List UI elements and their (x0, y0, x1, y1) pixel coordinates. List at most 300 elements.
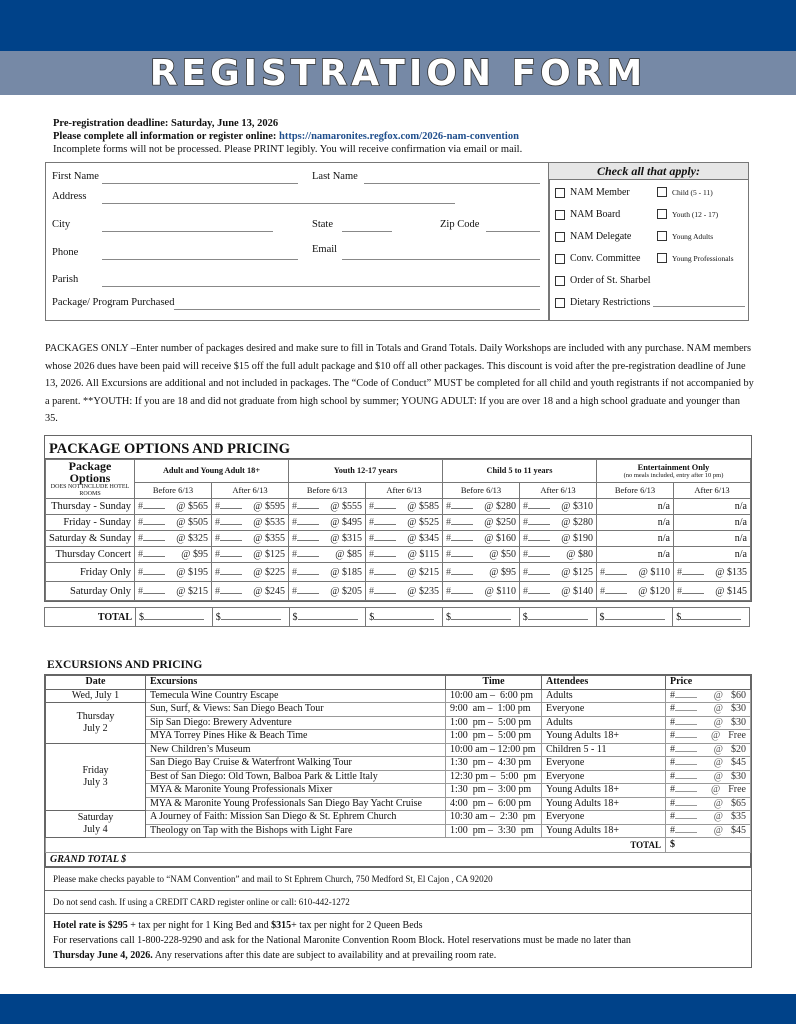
hotel-info: Hotel rate is $295 + tax per night for 1 King Bed and $315+ tax per night for 2 Queen Beds For reservations call 1-800-228-9290 and ask for the National Maronite Convention Room Block. Hotel reservations must be made no later than Thursday June 4, 2026. Any reservations after this date are subject to availability and at prevailing room rate. (45, 913, 751, 967)
complete-text: Please complete all information or register online: (53, 131, 279, 142)
package-name: Saturday Only (46, 582, 135, 601)
checkbox-young-professionals[interactable]: Young Professionals (657, 253, 734, 263)
excursions-table (44, 674, 752, 968)
unit-price: @ $120 (638, 585, 670, 597)
checkbox-section (548, 162, 749, 321)
grand-total-row (46, 853, 751, 867)
unit-price: @ $355 (253, 533, 285, 544)
price-cell[interactable] (135, 547, 212, 563)
unit-price: @ $50 (489, 549, 516, 560)
quantity-field[interactable]: # (446, 586, 473, 597)
unit-price: @ $310 (561, 501, 593, 512)
price-cell[interactable] (135, 515, 212, 531)
price-cell: n/a (674, 499, 751, 515)
address-field[interactable] (102, 203, 455, 204)
package-row (46, 582, 751, 601)
package-row (46, 515, 751, 531)
excursion-price[interactable]: # @ $30 (666, 716, 751, 730)
quantity-field[interactable]: # (292, 567, 319, 578)
unit-price: @ $235 (407, 585, 439, 597)
group-header: Entertainment Only (no meals included, entry after 10 pm) (597, 460, 751, 483)
price-cell[interactable] (443, 499, 520, 515)
unit-price: @ $245 (253, 585, 285, 597)
excursion-row (46, 797, 751, 811)
quantity-field[interactable]: # (677, 567, 704, 578)
before-header: Before 6/13 (135, 482, 212, 498)
unit-price: @ $110 (484, 585, 516, 597)
unit-price: @ $135 (715, 566, 747, 578)
group-header: Child 5 to 11 years (443, 460, 597, 483)
checkbox-icon (657, 253, 667, 263)
excursion-name: Temecula Wine Country Escape (146, 689, 446, 703)
price-cell[interactable] (289, 515, 366, 531)
total-field[interactable]: $ (596, 608, 673, 627)
first-name-label: First Name (52, 171, 99, 182)
quantity-field[interactable]: # (523, 567, 550, 578)
excursion-total-label: TOTAL (46, 838, 666, 853)
excursion-price[interactable]: # @ $30 (666, 770, 751, 784)
package-name: Thursday - Sunday (46, 499, 135, 515)
date-header: Date (46, 676, 146, 690)
checkbox-young-adults[interactable]: Young Adults (657, 231, 713, 241)
quantity-field[interactable]: # (215, 533, 242, 544)
unit-price: @ $85 (335, 549, 362, 560)
excursion-time: 1:00 pm – 5:00 pm (446, 730, 542, 744)
price-cell[interactable] (443, 563, 520, 582)
unit-price: @ $195 (176, 566, 208, 578)
checkbox-order-st-sharbel[interactable]: Order of St. Sharbel (555, 275, 651, 286)
excursion-price[interactable]: # @ $30 (666, 703, 751, 717)
price-cell[interactable] (674, 563, 751, 582)
excursion-price[interactable]: # @ $35 (666, 811, 751, 825)
checkbox-icon (657, 209, 667, 219)
total-field[interactable]: $ (673, 608, 750, 627)
before-header: Before 6/13 (289, 482, 366, 498)
excursion-time: 9:00 am – 1:00 pm (446, 703, 542, 717)
quantity-field[interactable]: # (446, 517, 473, 528)
excursion-row (46, 730, 751, 744)
quantity-field[interactable]: # (215, 501, 242, 512)
quantity-field[interactable]: # (369, 501, 396, 512)
quantity-field[interactable]: # (670, 825, 697, 837)
price-cell[interactable] (366, 531, 443, 547)
excursion-name: MYA & Maronite Young Professionals Mixer (146, 784, 446, 798)
package-name: Thursday Concert (46, 547, 135, 563)
price-cell[interactable] (366, 515, 443, 531)
quantity-field[interactable]: # (446, 501, 473, 512)
excursion-time: 10:30 am – 2:30 pm (446, 811, 542, 825)
unit-price: @ $315 (330, 533, 362, 544)
checkbox-child[interactable]: Child (5 - 11) (657, 187, 713, 197)
total-label: TOTAL (45, 608, 136, 627)
quantity-field[interactable]: # (600, 586, 627, 597)
price-cell[interactable] (289, 563, 366, 582)
quantity-field[interactable]: # (523, 549, 550, 560)
excursion-date: Wed, July 1 (46, 689, 146, 703)
quantity-field[interactable]: # (523, 533, 550, 544)
price-cell[interactable] (289, 499, 366, 515)
price-cell: n/a (674, 531, 751, 547)
city-field[interactable] (102, 231, 273, 232)
city-label: City (52, 219, 71, 230)
checkbox-icon (555, 210, 565, 220)
unit-price: @ $215 (407, 566, 439, 578)
quantity-field[interactable]: # (670, 771, 697, 783)
excursion-row (46, 757, 751, 771)
price-cell[interactable] (597, 582, 674, 601)
zip-label: Zip Code (440, 219, 480, 230)
phone-label: Phone (52, 247, 79, 258)
excursion-row (46, 689, 751, 703)
package-options-header: Package Options DOES NOT INCLUDE HOTEL ROOMS (46, 460, 135, 499)
excursion-name: A Journey of Faith: Mission San Diego & St. Ephrem Church (146, 811, 446, 825)
price-cell[interactable] (520, 531, 597, 547)
zip-field[interactable] (486, 231, 540, 232)
excursion-attendees: Children 5 - 11 (542, 743, 666, 757)
excursion-total-row (46, 838, 751, 853)
deadline-text: Pre-registration deadline: Saturday, June 13, 2026 (53, 118, 279, 129)
package-row (46, 499, 751, 515)
unit-price: $45 (731, 757, 746, 769)
price-cell[interactable] (212, 515, 289, 531)
excursion-name: San Diego Bay Cruise & Waterfront Walking Tour (146, 757, 446, 771)
price-cell[interactable] (135, 531, 212, 547)
total-field[interactable]: $ (519, 608, 596, 627)
unit-price: Free (728, 784, 746, 796)
price-cell[interactable] (520, 582, 597, 601)
excursion-attendees: Young Adults 18+ (542, 797, 666, 811)
unit-price: @ $160 (484, 533, 516, 544)
package-total-row (44, 607, 750, 627)
attendees-header: Attendees (542, 676, 666, 690)
quantity-field[interactable]: # (292, 501, 319, 512)
unit-price: $30 (731, 703, 746, 715)
excursion-time: 10:00 am – 12:00 pm (446, 743, 542, 757)
price-cell[interactable] (289, 531, 366, 547)
package-field[interactable] (174, 309, 540, 310)
package-name: Friday Only (46, 563, 135, 582)
price-cell[interactable] (135, 499, 212, 515)
price-cell: n/a (597, 547, 674, 563)
unit-price: @ $495 (330, 517, 362, 528)
quantity-field[interactable]: # (446, 567, 473, 578)
dietary-field[interactable] (653, 306, 745, 307)
excursion-time: 12:30 pm – 5:00 pm (446, 770, 542, 784)
price-cell: n/a (597, 531, 674, 547)
checkbox-youth[interactable]: Youth (12 - 17) (657, 209, 718, 219)
checkbox-nam-delegate[interactable]: NAM Delegate (555, 231, 631, 242)
state-label: State (312, 219, 333, 230)
price-cell[interactable] (289, 582, 366, 601)
excursion-attendees: Everyone (542, 770, 666, 784)
footer-band (0, 994, 796, 1024)
unit-price: @ $565 (176, 501, 208, 512)
unit-price: @ $555 (330, 501, 362, 512)
excursion-date: Thursday July 2 (46, 703, 146, 744)
excursion-price[interactable]: # @ $60 (666, 689, 751, 703)
excursion-row (46, 824, 751, 838)
unit-price: @ $95 (489, 566, 516, 578)
unit-price: @ $80 (566, 549, 593, 560)
excursion-name: New Children’s Museum (146, 743, 446, 757)
email-label: Email (312, 244, 338, 255)
total-field[interactable]: $ (443, 608, 520, 627)
quantity-field[interactable]: # (138, 549, 165, 560)
unit-price: @ $115 (407, 549, 439, 560)
last-name-label: Last Name (312, 171, 358, 182)
price-cell[interactable] (212, 563, 289, 582)
price-cell[interactable] (520, 547, 597, 563)
price-cell[interactable] (212, 582, 289, 601)
quantity-field[interactable]: # (369, 533, 396, 544)
last-name-field[interactable] (364, 183, 540, 184)
excursion-name: Sun, Surf, & Views: San Diego Beach Tour (146, 703, 446, 717)
after-header: After 6/13 (212, 482, 289, 498)
total-field[interactable]: $ (136, 608, 213, 627)
group-header: Adult and Young Adult 18+ (135, 460, 289, 483)
price-cell: n/a (597, 499, 674, 515)
unit-price: @ $110 (638, 566, 670, 578)
quantity-field[interactable]: # (292, 586, 319, 597)
unit-price: @ $125 (253, 549, 285, 560)
excursion-attendees: Adults (542, 689, 666, 703)
price-cell[interactable] (366, 582, 443, 601)
excursion-attendees: Young Adults 18+ (542, 824, 666, 838)
package-row (46, 563, 751, 582)
price-cell[interactable] (443, 515, 520, 531)
packages-note: PACKAGES ONLY –Enter number of packages desired and make sure to fill in Totals and Grand Totals. Daily Workshops are included with any purchase. NAM members whose 2026 dues have been paid will receive $15 off the full adult package and $10 off all other packages. This discount is void after the pre-registration deadline of June 13, 2026. All Excursions are additional and not included in packages. The “Code of Conduct” MUST be completed for all child and youth registrants if not accompanied by a parent. **YOUTH: If you are 18 and did not graduate from high school by summer; YOUNG ADULT: If you are over 18 and a high school graduate and younger than 35. (45, 343, 754, 424)
notice-text: Incomplete forms will not be processed. Please PRINT legibly. You will receive confirmation via email or mail. (53, 144, 523, 155)
group-header: Youth 12-17 years (289, 460, 443, 483)
unit-price: Free (728, 730, 746, 742)
total-field[interactable]: $ (289, 608, 366, 627)
price-cell[interactable] (443, 531, 520, 547)
checkbox-icon (657, 187, 667, 197)
unit-price: @ $280 (561, 517, 593, 528)
price-cell[interactable] (135, 563, 212, 582)
quantity-field[interactable]: # (215, 567, 242, 578)
address-label: Address (52, 191, 87, 202)
unit-price: @ $505 (176, 517, 208, 528)
quantity-field[interactable]: # (215, 549, 242, 560)
quantity-field[interactable]: # (523, 586, 550, 597)
excursion-price[interactable]: # @ $45 (666, 757, 751, 771)
price-cell: n/a (674, 515, 751, 531)
before-header: Before 6/13 (443, 482, 520, 498)
excursion-price[interactable]: # @ Free (666, 730, 751, 744)
unit-price: @ $185 (330, 566, 362, 578)
excursion-attendees: Young Adults 18+ (542, 784, 666, 798)
time-header: Time (446, 676, 542, 690)
phone-field[interactable] (102, 259, 298, 260)
intro (53, 117, 522, 156)
price-cell[interactable] (289, 547, 366, 563)
unit-price: @ $595 (253, 501, 285, 512)
unit-price: $45 (731, 824, 746, 836)
excursion-total-field[interactable]: $ (666, 838, 751, 853)
excursion-row (46, 703, 751, 717)
excursion-price[interactable]: # @ $20 (666, 743, 751, 757)
quantity-field[interactable]: # (138, 533, 165, 544)
excursion-time: 1:00 pm – 3:30 pm (446, 824, 542, 838)
first-name-field[interactable] (102, 183, 298, 184)
quantity-field[interactable]: # (292, 549, 319, 560)
unit-price: @ $345 (407, 533, 439, 544)
total-field[interactable]: $ (366, 608, 443, 627)
after-header: After 6/13 (520, 482, 597, 498)
unit-price: $35 (731, 811, 746, 823)
price-cell[interactable] (135, 582, 212, 601)
checkbox-icon (657, 231, 667, 241)
price-cell[interactable] (520, 515, 597, 531)
after-header: After 6/13 (366, 482, 443, 498)
checkbox-dietary[interactable]: Dietary Restrictions (555, 297, 745, 308)
quantity-field[interactable]: # (523, 501, 550, 512)
excursion-price[interactable]: # @ Free (666, 784, 751, 798)
quantity-field[interactable]: # (677, 586, 704, 597)
quantity-field[interactable]: # (369, 517, 396, 528)
excursion-attendees: Adults (542, 716, 666, 730)
quantity-field[interactable]: # (215, 517, 242, 528)
unit-price: @ $95 (181, 549, 208, 560)
checks-payable-note: Please make checks payable to “NAM Convention” and mail to St Ephrem Church, 750 Medford St, El Cajon , CA 92020 (45, 867, 751, 890)
quantity-field[interactable]: # (670, 757, 697, 769)
package-name: Friday - Sunday (46, 515, 135, 531)
excursion-time: 4:00 pm – 6:00 pm (446, 797, 542, 811)
page-title: REGISTRATION FORM (149, 53, 647, 94)
excursion-price[interactable]: # @ $65 (666, 797, 751, 811)
unit-price: @ $325 (176, 533, 208, 544)
quantity-field[interactable]: # (138, 567, 165, 578)
excursions-header: Excursions (146, 676, 446, 690)
excursion-attendees: Everyone (542, 811, 666, 825)
excursion-row (46, 743, 751, 757)
package-name: Saturday & Sunday (46, 531, 135, 547)
unit-price: @ $585 (407, 501, 439, 512)
unit-price: @ $525 (407, 517, 439, 528)
price-cell: n/a (597, 515, 674, 531)
quantity-field[interactable]: # (138, 586, 165, 597)
email-field[interactable] (342, 259, 540, 260)
total-field[interactable]: $ (212, 608, 289, 627)
excursion-time: 10:00 am – 6:00 pm (446, 689, 542, 703)
package-table-title: PACKAGE OPTIONS AND PRICING (45, 436, 751, 459)
excursion-time: 1:30 pm – 4:30 pm (446, 757, 542, 771)
unit-price: @ $140 (561, 585, 593, 597)
quantity-field[interactable]: # (138, 501, 165, 512)
quantity-field[interactable]: # (670, 798, 697, 810)
price-cell[interactable] (597, 563, 674, 582)
excursion-row (46, 784, 751, 798)
checkbox-icon (555, 254, 565, 264)
checkbox-conv-committee[interactable]: Conv. Committee (555, 253, 640, 264)
contact-section (45, 162, 550, 321)
quantity-field[interactable]: # (446, 533, 473, 544)
unit-price: $30 (731, 716, 746, 728)
checkbox-icon (555, 232, 565, 242)
excursion-name: MYA Torrey Pines Hike & Beach Time (146, 730, 446, 744)
excursion-price[interactable]: # @ $45 (666, 824, 751, 838)
price-cell[interactable] (443, 547, 520, 563)
quantity-field[interactable]: # (670, 717, 697, 729)
excursion-attendees: Everyone (542, 757, 666, 771)
package-row (46, 547, 751, 563)
price-cell[interactable] (520, 563, 597, 582)
header-band (0, 0, 796, 51)
quantity-field[interactable]: # (670, 784, 697, 796)
price-cell[interactable] (212, 499, 289, 515)
grand-total[interactable]: GRAND TOTAL $ (46, 853, 751, 867)
quantity-field[interactable]: # (523, 517, 550, 528)
price-cell[interactable] (674, 582, 751, 601)
unit-price: @ $280 (484, 501, 516, 512)
excursions-title: EXCURSIONS AND PRICING (47, 659, 203, 671)
checkbox-nam-board[interactable]: NAM Board (555, 209, 620, 220)
checks-title: Check all that apply: (549, 163, 748, 180)
unit-price: $60 (731, 689, 746, 701)
state-field[interactable] (342, 231, 392, 232)
checkbox-nam-member[interactable]: NAM Member (555, 187, 630, 198)
unit-price: @ $535 (253, 517, 285, 528)
quantity-field[interactable]: # (670, 811, 697, 823)
unit-price: @ $145 (715, 585, 747, 597)
unit-price: @ $215 (176, 585, 208, 597)
quantity-field[interactable]: # (670, 730, 697, 742)
quantity-field[interactable]: # (369, 567, 396, 578)
quantity-field[interactable]: # (600, 567, 627, 578)
price-cell[interactable] (366, 563, 443, 582)
excursion-row (46, 811, 751, 825)
excursion-date: Saturday July 4 (46, 811, 146, 838)
price-cell: n/a (674, 547, 751, 563)
package-table (44, 435, 752, 602)
parish-field[interactable] (102, 286, 540, 287)
package-row (46, 531, 751, 547)
quantity-field[interactable]: # (215, 586, 242, 597)
quantity-field[interactable]: # (369, 586, 396, 597)
package-label: Package/ Program Purchased (52, 297, 175, 308)
price-cell[interactable] (520, 499, 597, 515)
price-cell[interactable] (366, 547, 443, 563)
excursion-row (46, 716, 751, 730)
quantity-field[interactable]: # (670, 690, 697, 702)
price-cell[interactable] (366, 499, 443, 515)
excursion-row (46, 770, 751, 784)
quantity-field[interactable]: # (670, 744, 697, 756)
price-cell[interactable] (212, 547, 289, 563)
price-cell[interactable] (443, 582, 520, 601)
price-cell[interactable] (212, 531, 289, 547)
price-header: Price (666, 676, 751, 690)
excursion-name: Theology on Tap with the Bishops with Light Fare (146, 824, 446, 838)
quantity-field[interactable]: # (446, 549, 473, 560)
quantity-field[interactable]: # (292, 533, 319, 544)
quantity-field[interactable]: # (138, 517, 165, 528)
unit-price: @ $225 (253, 566, 285, 578)
excursion-name: Sip San Diego: Brewery Adventure (146, 716, 446, 730)
before-header: Before 6/13 (597, 482, 674, 498)
quantity-field[interactable]: # (670, 703, 697, 715)
excursion-attendees: Everyone (542, 703, 666, 717)
unit-price: $20 (731, 743, 746, 755)
parish-label: Parish (52, 274, 79, 285)
quantity-field[interactable]: # (292, 517, 319, 528)
quantity-field[interactable]: # (369, 549, 396, 560)
unit-price: @ $250 (484, 517, 516, 528)
registration-link[interactable]: https://namaronites.regfox.com/2026-nam-convention (279, 131, 519, 142)
checkbox-icon (555, 188, 565, 198)
excursion-name: MYA & Maronite Young Professionals San Diego Bay Yacht Cruise (146, 797, 446, 811)
